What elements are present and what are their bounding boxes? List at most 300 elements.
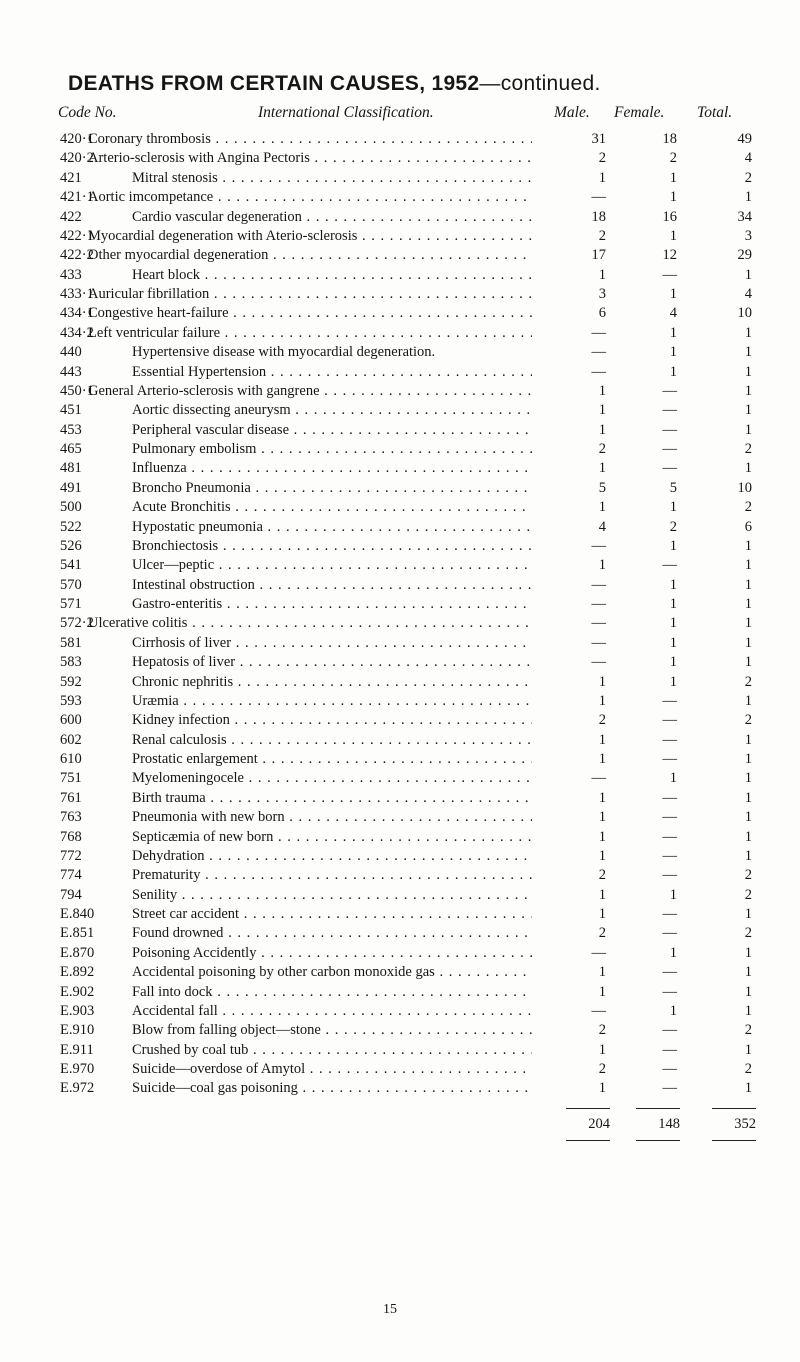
row-female: 1 bbox=[669, 1002, 677, 1019]
table-row bbox=[0, 382, 800, 401]
row-female: 1 bbox=[669, 324, 677, 341]
row-description: Found drowned . . . bbox=[132, 924, 532, 943]
table-row bbox=[0, 343, 800, 362]
row-male: 1 bbox=[598, 1080, 606, 1097]
row-code: E.892 bbox=[60, 964, 95, 981]
header-code: Code No. bbox=[58, 104, 117, 121]
total-rule-top bbox=[712, 1108, 756, 1109]
table-row bbox=[0, 731, 800, 750]
row-total: 1 bbox=[744, 615, 752, 632]
row-description: Broncho Pneumonia . . . bbox=[132, 479, 532, 498]
table-row bbox=[0, 285, 800, 304]
row-total: 1 bbox=[744, 654, 752, 671]
row-male: — bbox=[591, 344, 606, 361]
row-description: Suicide—overdose of Amytol . . . bbox=[132, 1060, 532, 1079]
row-total: 2 bbox=[744, 886, 752, 903]
table-row bbox=[0, 828, 800, 847]
row-male: 2 bbox=[598, 1061, 606, 1077]
row-total: 4 bbox=[744, 286, 752, 302]
row-male: 2 bbox=[598, 1022, 606, 1039]
row-male: 2 bbox=[598, 150, 606, 167]
row-female: — bbox=[662, 983, 677, 1000]
row-code: 420·1 bbox=[60, 131, 94, 147]
header-female: Female. bbox=[614, 104, 665, 121]
row-total: 1 bbox=[744, 537, 752, 554]
table-row bbox=[0, 304, 800, 323]
row-description: Ulcerative colitis . . . bbox=[88, 614, 532, 633]
row-total: 29 bbox=[737, 247, 752, 264]
page-title: DEATHS FROM CERTAIN CAUSES, 1952—continued. bbox=[68, 72, 601, 95]
row-female: 1 bbox=[669, 363, 677, 380]
row-code: 434·1 bbox=[60, 305, 94, 322]
row-female: 5 bbox=[669, 479, 677, 496]
table-row bbox=[0, 363, 800, 382]
row-description: Blow from falling object—stone . . . bbox=[132, 1021, 532, 1040]
row-female: — bbox=[662, 751, 677, 767]
row-code: 772 bbox=[60, 847, 82, 864]
row-code: 610 bbox=[60, 751, 82, 767]
row-code: 422·1 bbox=[60, 227, 94, 244]
row-female: 1 bbox=[669, 286, 677, 302]
row-total: 4 bbox=[744, 150, 752, 167]
row-male: 2 bbox=[598, 712, 606, 729]
row-description: General Arterio-sclerosis with gangrene . . . bbox=[88, 382, 532, 401]
row-female: — bbox=[662, 402, 677, 419]
row-total: 1 bbox=[744, 770, 752, 787]
row-total: 1 bbox=[744, 421, 752, 438]
table-row bbox=[0, 169, 800, 188]
row-code: 443 bbox=[60, 363, 82, 380]
row-total: 49 bbox=[737, 131, 752, 147]
row-description: Chronic nephritis . . . bbox=[132, 673, 532, 692]
row-male: — bbox=[591, 189, 606, 206]
row-code: 794 bbox=[60, 886, 82, 903]
row-male: 1 bbox=[598, 828, 606, 845]
female-rule-bottom bbox=[636, 1140, 680, 1141]
row-total: 1 bbox=[744, 266, 752, 283]
row-female: 1 bbox=[669, 634, 677, 651]
row-female: — bbox=[662, 867, 677, 884]
row-male: 6 bbox=[598, 305, 606, 322]
row-code: 434·2 bbox=[60, 324, 94, 341]
row-total: 1 bbox=[744, 828, 752, 845]
row-female: — bbox=[662, 906, 677, 922]
row-code: 433·1 bbox=[60, 286, 94, 302]
row-total: 1 bbox=[744, 906, 752, 922]
header-male: Male. bbox=[554, 104, 590, 121]
table-row bbox=[0, 653, 800, 672]
row-female: 1 bbox=[669, 886, 677, 903]
row-description: Uræmia . . . bbox=[132, 692, 532, 711]
row-female: 1 bbox=[669, 654, 677, 671]
row-code: 593 bbox=[60, 692, 82, 709]
row-description: Gastro-enteritis . . . bbox=[132, 595, 532, 614]
row-male: 18 bbox=[591, 208, 606, 225]
row-total: 1 bbox=[744, 809, 752, 826]
row-total: 1 bbox=[744, 1080, 752, 1097]
row-female: 1 bbox=[669, 169, 677, 186]
row-total: 10 bbox=[737, 305, 752, 322]
row-description: Ulcer—peptic . . . bbox=[132, 556, 532, 575]
row-description: Aortic dissecting aneurysm . . . bbox=[132, 401, 532, 420]
row-code: 433 bbox=[60, 266, 82, 283]
row-description: Essential Hypertension . . . bbox=[132, 363, 532, 382]
row-code: 420·2 bbox=[60, 150, 94, 167]
row-description: Prematurity . . . bbox=[132, 866, 532, 885]
row-description: Acute Bronchitis . . . bbox=[132, 498, 532, 517]
row-description: Hypostatic pneumonia . . . bbox=[132, 518, 532, 537]
row-female: 2 bbox=[669, 518, 677, 535]
row-female: 1 bbox=[669, 673, 677, 690]
row-code: 571 bbox=[60, 596, 82, 612]
row-description: Auricular fibrillation . . . bbox=[88, 285, 532, 304]
row-male: 1 bbox=[598, 557, 606, 574]
table-row bbox=[0, 866, 800, 885]
table-row bbox=[0, 518, 800, 537]
row-code: 526 bbox=[60, 537, 82, 554]
table-row bbox=[0, 130, 800, 149]
table-row bbox=[0, 1079, 800, 1098]
table-row bbox=[0, 440, 800, 459]
male-rule-top bbox=[566, 1108, 610, 1109]
table-row bbox=[0, 479, 800, 498]
row-code: 481 bbox=[60, 460, 82, 477]
table-row bbox=[0, 789, 800, 808]
row-female: — bbox=[662, 1041, 677, 1058]
row-description: Renal calculosis . . . bbox=[132, 731, 532, 750]
row-male: — bbox=[591, 615, 606, 632]
row-code: 763 bbox=[60, 809, 82, 826]
row-female: — bbox=[662, 731, 677, 748]
row-description: Prostatic enlargement . . . bbox=[132, 750, 532, 769]
table-row bbox=[0, 595, 800, 614]
table-row bbox=[0, 924, 800, 943]
header-classification: International Classification. bbox=[258, 104, 434, 121]
row-code: 583 bbox=[60, 654, 82, 671]
row-female: 1 bbox=[669, 770, 677, 787]
row-total: 2 bbox=[744, 169, 752, 186]
row-code: E.902 bbox=[60, 983, 95, 1000]
male-rule-bottom bbox=[566, 1140, 610, 1141]
row-female: — bbox=[662, 964, 677, 981]
row-female: — bbox=[662, 1080, 677, 1097]
row-total: 1 bbox=[744, 634, 752, 651]
row-female: — bbox=[662, 925, 677, 942]
row-male: 1 bbox=[598, 169, 606, 186]
row-description: Hypertensive disease with myocardial degeneration. bbox=[132, 344, 436, 361]
row-total: 34 bbox=[737, 208, 752, 225]
row-female: 1 bbox=[669, 227, 677, 244]
row-male: 1 bbox=[598, 983, 606, 1000]
row-female: — bbox=[662, 441, 677, 457]
row-code: 421 bbox=[60, 169, 82, 186]
row-female: 1 bbox=[669, 944, 677, 961]
row-description: Senility . . . bbox=[132, 886, 532, 905]
male-total: 204 bbox=[588, 1116, 610, 1132]
table-row bbox=[0, 673, 800, 692]
row-female: 1 bbox=[669, 576, 677, 593]
row-female: — bbox=[662, 557, 677, 574]
row-male: 1 bbox=[598, 673, 606, 690]
row-total: 1 bbox=[744, 402, 752, 419]
row-description: Coronary thrombosis . . . bbox=[88, 130, 532, 149]
table-row bbox=[0, 401, 800, 420]
row-description: Pneumonia with new born . . . bbox=[132, 808, 532, 827]
row-total: 1 bbox=[744, 751, 752, 767]
row-code: E.851 bbox=[60, 925, 95, 942]
table-row bbox=[0, 692, 800, 711]
row-total: 1 bbox=[744, 692, 752, 709]
row-total: 1 bbox=[744, 344, 752, 361]
row-code: 541 bbox=[60, 557, 82, 574]
row-male: 1 bbox=[598, 964, 606, 981]
table-row bbox=[0, 769, 800, 788]
row-code: 491 bbox=[60, 479, 82, 496]
row-male: 2 bbox=[598, 925, 606, 942]
row-male: — bbox=[591, 596, 606, 612]
table-row bbox=[0, 963, 800, 982]
row-total: 1 bbox=[744, 964, 752, 981]
row-description: Other myocardial degeneration . . . bbox=[88, 246, 532, 265]
row-female: 1 bbox=[669, 189, 677, 206]
row-total: 10 bbox=[737, 479, 752, 496]
row-male: 1 bbox=[598, 266, 606, 283]
row-male: 5 bbox=[598, 479, 606, 496]
row-code: 450·1 bbox=[60, 382, 94, 399]
row-female: 1 bbox=[669, 537, 677, 554]
header-total: Total. bbox=[697, 104, 733, 121]
row-description: Myelomeningocele . . . bbox=[132, 769, 532, 788]
row-female: — bbox=[662, 789, 677, 806]
row-male: 1 bbox=[598, 789, 606, 806]
table-row bbox=[0, 266, 800, 285]
table-row bbox=[0, 886, 800, 905]
row-total: 1 bbox=[744, 1041, 752, 1058]
row-female: 4 bbox=[669, 305, 677, 322]
row-code: E.970 bbox=[60, 1061, 95, 1077]
table-row bbox=[0, 808, 800, 827]
row-male: 1 bbox=[598, 402, 606, 419]
row-code: 570 bbox=[60, 576, 82, 593]
row-female: — bbox=[662, 847, 677, 864]
table-row bbox=[0, 750, 800, 769]
table-row bbox=[0, 1002, 800, 1021]
table-row bbox=[0, 421, 800, 440]
row-code: 440 bbox=[60, 344, 82, 361]
row-male: 2 bbox=[598, 867, 606, 884]
row-description: Left ventricular failure . . . bbox=[88, 324, 532, 343]
row-description: Aortic imcompetance . . . bbox=[88, 188, 532, 207]
row-male: — bbox=[591, 654, 606, 671]
row-female: — bbox=[662, 809, 677, 826]
row-code: 500 bbox=[60, 499, 82, 516]
row-code: E.870 bbox=[60, 944, 95, 961]
table-row bbox=[0, 1021, 800, 1040]
table-row bbox=[0, 711, 800, 730]
row-description: Bronchiectosis . . . bbox=[132, 537, 532, 556]
row-total: 1 bbox=[744, 1002, 752, 1019]
row-female: — bbox=[662, 421, 677, 438]
row-male: 1 bbox=[598, 847, 606, 864]
row-male: 3 bbox=[598, 286, 606, 302]
row-description: Kidney infection . . . bbox=[132, 711, 532, 730]
row-male: 1 bbox=[598, 751, 606, 767]
row-female: 1 bbox=[669, 344, 677, 361]
table-row bbox=[0, 208, 800, 227]
row-male: 1 bbox=[598, 382, 606, 399]
row-description: Arterio-sclerosis with Angina Pectoris . . . bbox=[88, 149, 532, 168]
table-row bbox=[0, 149, 800, 168]
row-total: 3 bbox=[744, 227, 752, 244]
row-total: 1 bbox=[744, 576, 752, 593]
row-total: 2 bbox=[744, 1061, 752, 1077]
row-male: 1 bbox=[598, 499, 606, 516]
row-code: E.840 bbox=[60, 906, 95, 922]
female-total: 148 bbox=[658, 1116, 680, 1132]
row-code: 572·2 bbox=[60, 615, 94, 632]
table-row bbox=[0, 983, 800, 1002]
row-male: 1 bbox=[598, 460, 606, 477]
row-total: 1 bbox=[744, 324, 752, 341]
table-row bbox=[0, 227, 800, 246]
row-total: 1 bbox=[744, 944, 752, 961]
row-female: 1 bbox=[669, 499, 677, 516]
row-code: 522 bbox=[60, 518, 82, 535]
row-code: E.911 bbox=[60, 1041, 94, 1058]
row-description: Cirrhosis of liver . . . bbox=[132, 634, 532, 653]
total-rule-bottom bbox=[712, 1140, 756, 1141]
row-code: 761 bbox=[60, 789, 82, 806]
row-male: — bbox=[591, 1002, 606, 1019]
row-total: 2 bbox=[744, 712, 752, 729]
row-total: 6 bbox=[744, 518, 752, 535]
row-code: 751 bbox=[60, 770, 82, 787]
row-total: 1 bbox=[744, 596, 752, 612]
female-rule-top bbox=[636, 1108, 680, 1109]
row-total: 1 bbox=[744, 363, 752, 380]
row-male: — bbox=[591, 537, 606, 554]
row-male: 1 bbox=[598, 886, 606, 903]
row-female: — bbox=[662, 1022, 677, 1039]
row-code: 422·2 bbox=[60, 247, 94, 264]
row-code: 600 bbox=[60, 712, 82, 729]
row-code: 453 bbox=[60, 421, 82, 438]
row-female: — bbox=[662, 692, 677, 709]
row-male: 1 bbox=[598, 692, 606, 709]
row-code: E.910 bbox=[60, 1022, 95, 1039]
row-male: 1 bbox=[598, 809, 606, 826]
row-male: 31 bbox=[591, 131, 606, 147]
table-row bbox=[0, 614, 800, 633]
table-row bbox=[0, 847, 800, 866]
table-row bbox=[0, 944, 800, 963]
row-total: 1 bbox=[744, 557, 752, 574]
row-description: Myocardial degeneration with Aterio-sclerosis . . . bbox=[88, 227, 532, 246]
row-code: 421·1 bbox=[60, 189, 94, 206]
row-male: — bbox=[591, 363, 606, 380]
row-female: — bbox=[662, 460, 677, 477]
row-female: — bbox=[662, 266, 677, 283]
row-male: — bbox=[591, 634, 606, 651]
table-row bbox=[0, 498, 800, 517]
row-total: 2 bbox=[744, 441, 752, 457]
row-male: 17 bbox=[591, 247, 606, 264]
row-female: — bbox=[662, 382, 677, 399]
row-male: — bbox=[591, 770, 606, 787]
row-total: 1 bbox=[744, 189, 752, 206]
row-total: 1 bbox=[744, 789, 752, 806]
row-code: 774 bbox=[60, 867, 82, 884]
row-female: 2 bbox=[669, 150, 677, 167]
row-total: 2 bbox=[744, 673, 752, 690]
row-code: 768 bbox=[60, 828, 82, 845]
row-female: 16 bbox=[662, 208, 677, 225]
row-male: — bbox=[591, 324, 606, 341]
row-description: Influenza . . . bbox=[132, 459, 532, 478]
table-row bbox=[0, 1060, 800, 1079]
row-description: Street car accident . . . bbox=[132, 905, 532, 924]
row-male: 1 bbox=[598, 731, 606, 748]
table-row bbox=[0, 556, 800, 575]
row-code: 422 bbox=[60, 208, 82, 225]
row-female: 12 bbox=[662, 247, 677, 264]
deaths-table bbox=[0, 130, 800, 1099]
table-row bbox=[0, 246, 800, 265]
table-row bbox=[0, 188, 800, 207]
table-row bbox=[0, 537, 800, 556]
row-male: — bbox=[591, 944, 606, 961]
row-description: Heart block . . . bbox=[132, 266, 532, 285]
row-female: 18 bbox=[662, 131, 677, 147]
row-total: 2 bbox=[744, 499, 752, 516]
row-description: Fall into dock . . . bbox=[132, 983, 532, 1002]
row-female: 1 bbox=[669, 596, 677, 612]
row-total: 1 bbox=[744, 983, 752, 1000]
row-description: Congestive heart-failure . . . bbox=[88, 304, 532, 323]
row-description: Dehydration . . . bbox=[132, 847, 532, 866]
row-code: 451 bbox=[60, 402, 82, 419]
row-description: Mitral stenosis . . . bbox=[132, 169, 532, 188]
row-description: Peripheral vascular disease . . . bbox=[132, 421, 532, 440]
row-female: 1 bbox=[669, 615, 677, 632]
row-total: 1 bbox=[744, 731, 752, 748]
row-description: Hepatosis of liver . . . bbox=[132, 653, 532, 672]
row-male: 2 bbox=[598, 441, 606, 457]
row-male: 1 bbox=[598, 906, 606, 922]
page-number: 15 bbox=[383, 1302, 397, 1317]
row-description: Poisoning Accidently . . . bbox=[132, 944, 532, 963]
row-total: 1 bbox=[744, 382, 752, 399]
grand-total: 352 bbox=[734, 1116, 756, 1132]
row-description: Septicæmia of new born . . . bbox=[132, 828, 532, 847]
row-code: 602 bbox=[60, 731, 82, 748]
table-row bbox=[0, 459, 800, 478]
row-description: Intestinal obstruction . . . bbox=[132, 576, 532, 595]
row-description: Cardio vascular degeneration . . . bbox=[132, 208, 532, 227]
row-code: E.903 bbox=[60, 1002, 95, 1019]
row-male: — bbox=[591, 576, 606, 593]
row-female: — bbox=[662, 828, 677, 845]
table-row bbox=[0, 1041, 800, 1060]
row-male: 1 bbox=[598, 1041, 606, 1058]
row-description: Suicide—coal gas poisoning . . . bbox=[132, 1079, 532, 1098]
row-total: 2 bbox=[744, 925, 752, 942]
table-row bbox=[0, 905, 800, 924]
row-female: — bbox=[662, 1061, 677, 1077]
table-row bbox=[0, 634, 800, 653]
row-code: 465 bbox=[60, 441, 82, 457]
row-description: Pulmonary embolism . . . bbox=[132, 440, 532, 459]
